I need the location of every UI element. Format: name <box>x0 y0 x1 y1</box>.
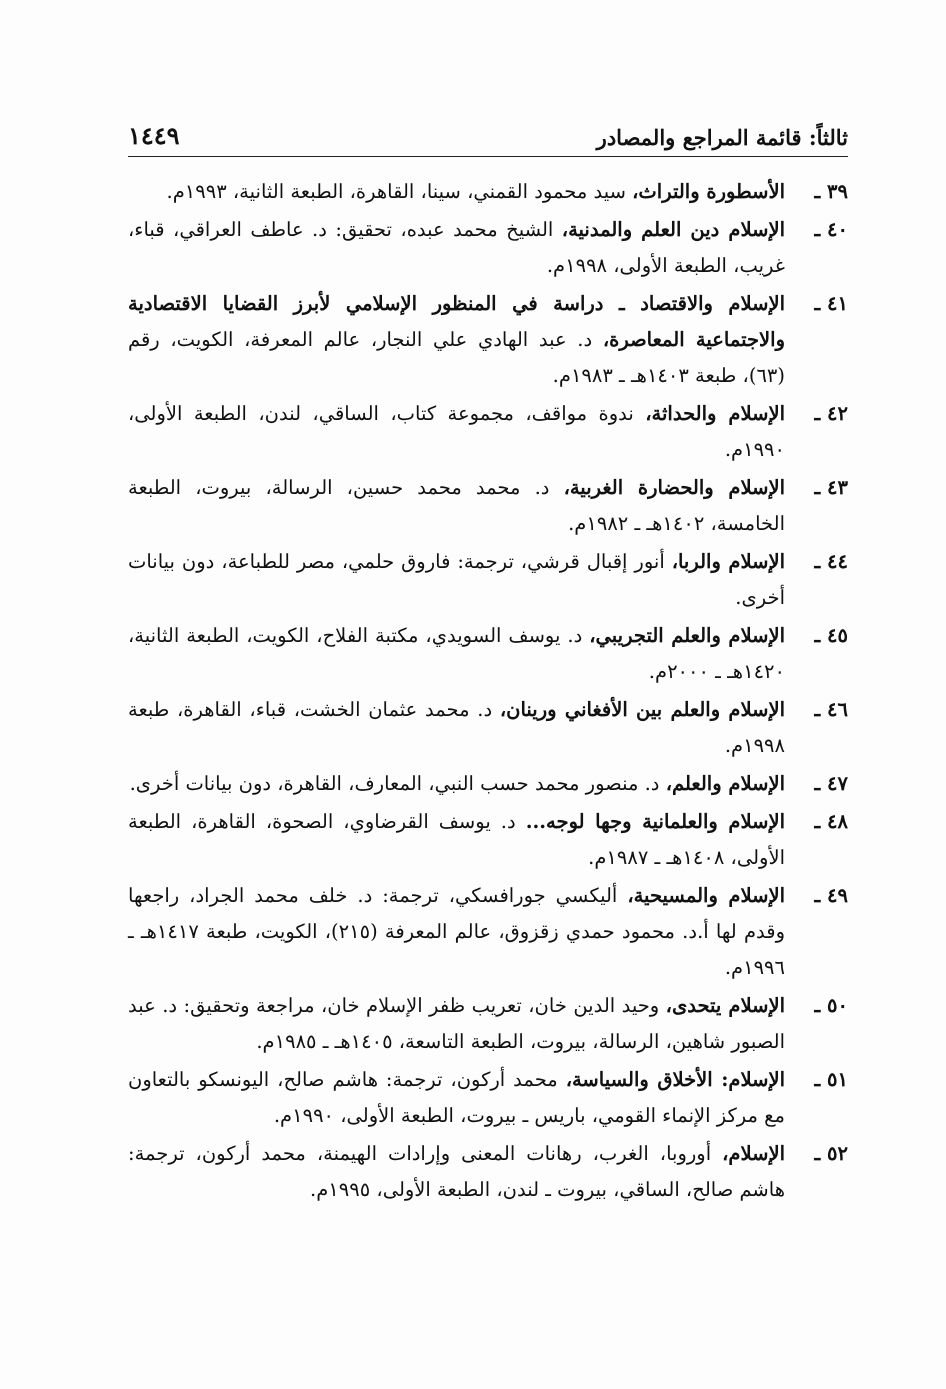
reference-item <box>128 804 848 876</box>
reference-title: الأسطورة والتراث، <box>632 180 785 203</box>
reference-title: الإسلام والعلم، <box>665 772 785 795</box>
reference-details: أنور إقبال قرشي، ترجمة: فاروق حلمي، مصر للطباعة، دون بيانات أخرى. <box>128 550 785 609</box>
reference-item <box>128 692 848 764</box>
reference-details: محمد أركون، ترجمة: هاشم صالح، اليونسكو بالتعاون مع مركز الإنماء القومي، باريس ـ بيروت، الطبعة الأولى، ١٩٩٠م. <box>128 1068 785 1127</box>
reference-item <box>128 1062 848 1134</box>
reference-item <box>128 618 848 690</box>
reference-details: د. منصور محمد حسب النبي، المعارف، القاهرة، دون بيانات أخرى. <box>129 772 666 795</box>
reference-title: الإسلام والمسيحية، <box>627 884 785 907</box>
reference-item <box>128 470 848 542</box>
reference-item <box>128 286 848 394</box>
reference-item <box>128 544 848 616</box>
reference-number: ٤٧ ـ <box>814 772 848 795</box>
reference-title: الإسلام يتحدى، <box>665 994 785 1017</box>
reference-details: د. عبد الهادي علي النجار، عالم المعرفة، الكويت، رقم (٦٣)، طبعة ١٤٠٣هـ ـ ١٩٨٣م. <box>128 328 785 387</box>
reference-number: ٤٨ ـ <box>814 810 848 833</box>
reference-list <box>128 174 848 1210</box>
reference-title: الإسلام والحداثة، <box>645 402 785 425</box>
reference-details: سيد محمود القمني، سينا، القاهرة، الطبعة الثانية، ١٩٩٣م. <box>166 180 633 203</box>
reference-number: ٤٦ ـ <box>814 698 848 721</box>
reference-details: أوروبا، الغرب، رهانات المعنى وإرادات الهيمنة، محمد أركون، ترجمة: هاشم صالح، الساقي، بيروت ـ لندن، الطبعة الأولى، ١٩٩٥م. <box>128 1142 785 1201</box>
reference-details: د. محمد عثمان الخشت، قباء، القاهرة، طبعة ١٩٩٨م. <box>128 698 785 757</box>
reference-title: الإسلام: الأخلاق والسياسة، <box>565 1068 785 1091</box>
reference-item <box>128 174 848 210</box>
page-header <box>128 110 848 157</box>
reference-title: الإسلام والحضارة الغربية، <box>563 476 785 499</box>
reference-details: د. يوسف القرضاوي، الصحوة، القاهرة، الطبعة الأولى، ١٤٠٨هـ ـ ١٩٨٧م. <box>128 810 785 869</box>
reference-item <box>128 1136 848 1208</box>
reference-item <box>128 878 848 986</box>
reference-number: ٥٠ ـ <box>814 994 848 1017</box>
reference-number: ٥٢ ـ <box>814 1142 848 1165</box>
reference-number: ٤٠ ـ <box>814 218 848 241</box>
page-number: ١٤٤٩ <box>128 121 180 150</box>
reference-details: د. يوسف السويدي، مكتبة الفلاح، الكويت، الطبعة الثانية، ١٤٢٠هـ ـ ٢٠٠٠م. <box>128 624 785 683</box>
reference-number: ٤٩ ـ <box>814 884 848 907</box>
reference-number: ٤٥ ـ <box>814 624 848 647</box>
reference-details: ندوة مواقف، مجموعة كتاب، الساقي، لندن، الطبعة الأولى، ١٩٩٠م. <box>128 402 785 461</box>
reference-number: ٤٤ ـ <box>814 550 848 573</box>
reference-title: الإسلام دين العلم والمدنية، <box>561 218 785 241</box>
reference-title: الإسلام والربا، <box>671 550 786 573</box>
reference-number: ٤٣ ـ <box>814 476 848 499</box>
running-title: ثالثاً: قائمة المراجع والمصادر <box>596 125 848 150</box>
reference-title: الإسلام والعلم بين الأفغاني ورينان، <box>499 698 785 721</box>
reference-number: ٤٢ ـ <box>814 402 848 425</box>
reference-number: ٣٩ ـ <box>814 180 848 203</box>
reference-details: د. محمد محمد حسين، الرسالة، بيروت، الطبعة الخامسة، ١٤٠٢هـ ـ ١٩٨٢م. <box>128 476 785 535</box>
reference-title: الإسلام والعلمانية وجها لوجه... <box>525 810 785 833</box>
reference-details: أليكسي جورافسكي، ترجمة: د. خلف محمد الجراد، راجعها وقدم لها أ.د. محمود حمدي زقزوق، عالم المعرفة (٢١٥)، الكويت، طبعة ١٤١٧هـ ـ ١٩٩٦م. <box>128 884 785 979</box>
reference-item <box>128 212 848 284</box>
reference-item <box>128 988 848 1060</box>
reference-item <box>128 766 848 802</box>
reference-title: الإسلام والاقتصاد ـ دراسة في المنظور الإسلامي لأبرز القضايا الاقتصادية والاجتماعية المعاصرة، <box>128 292 785 351</box>
reference-number: ٥١ ـ <box>814 1068 848 1091</box>
reference-number: ٤١ ـ <box>814 292 848 315</box>
reference-title: الإسلام، <box>722 1142 785 1165</box>
reference-title: الإسلام والعلم التجريبي، <box>589 624 786 647</box>
reference-item <box>128 396 848 468</box>
reference-details: الشيخ محمد عبده، تحقيق: د. عاطف العراقي، قباء، غريب، الطبعة الأولى، ١٩٩٨م. <box>128 218 785 277</box>
reference-details: وحيد الدين خان، تعريب ظفر الإسلام خان، مراجعة وتحقيق: د. عبد الصبور شاهين، الرسالة، بيروت، الطبعة التاسعة، ١٤٠٥هـ ـ ١٩٨٥م. <box>128 994 785 1053</box>
